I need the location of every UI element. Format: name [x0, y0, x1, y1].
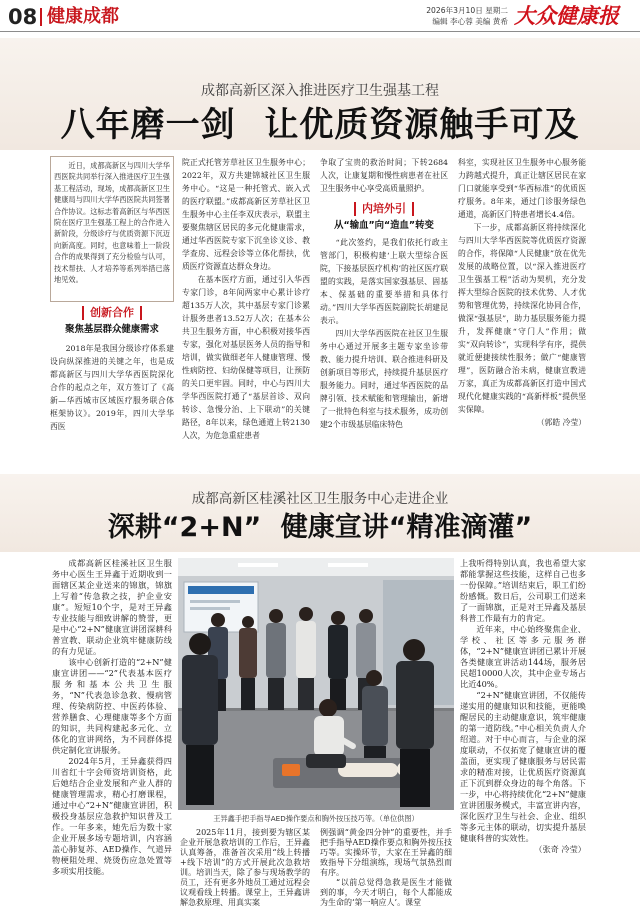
paragraph: 例强调“黄金四分钟”的重要性，并手把手指导AED操作要点和胸外按压技巧等。实操环节，大家在王异鑫的细致指导下分组演练，现场气氛热烈而有序。 [320, 828, 452, 877]
paragraph: 成都高新区桂溪社区卫生服务中心医生王异鑫于近期收到一面辖区某企业送来的锦旗，锦旗上写着“传急救之技，护企业安康”。短短10个字，是对王异鑫专业技能与细致讲解的赞誉，更是中心“2+N”健康宣讲团深耕科普宣教、联动企业筑牢健康防线的有力见证。 [52, 558, 172, 656]
article2-column-3 [320, 828, 452, 909]
article1-intro [50, 156, 174, 302]
paragraph: 争取了宝贵的救治时间；下转2684人次，让康复期和慢性病患者在社区卫生服务中心享受高质量照护。 [320, 158, 448, 193]
article1-headline: 八年磨一剑 让优质资源触手可及 [60, 105, 580, 145]
issue-date: 2026年3月10日 星期二 [426, 6, 508, 15]
section-tag-text: 内培外引 [354, 202, 414, 216]
paragraph: 近年来，中心始终聚焦企业、学校、社区等多元服务群体，“2+N”健康宣讲团已累计开展各类健康宣讲活动144场，服务居民超10000人次，其中企业专场占比近40%。 [460, 624, 586, 689]
article2-column-2 [180, 828, 310, 909]
paragraph: “2+N”健康宣讲团，不仅能传递实用的健康知识和技能，更能唤醒居民的主动健康意识，筑牢健康的第一道防线。”中心相关负责人介绍道。对于中心而言，与企业的深度联动，不仅拓宽了健康宣讲的覆盖面，更实现了健康服务与居民需求的精准对接，让优质医疗资源真正下沉到群众身边的每个角落。下一步，中心将持续优化“2+N”健康宣讲团服务模式，丰富宣讲内容，深化医疗卫生与社会、企业、组织等多元主体的联动，切实提升基层健康科普的实效性。 [460, 690, 586, 843]
training-photo-image [178, 558, 454, 810]
byline: （郭皓 冷莹） [536, 418, 586, 427]
paragraph: 该中心创新打造的“2+N”健康宣讲团——“2”代表基本医疗服务和基本公共卫生服务，“N”代表急诊急救、慢病管理、传染病防控、中医药体验、营养膳食、心理健康等多个方面的知识，共同构建起多元化、立体化的宣讲网络，为不同群体提供定制化宣讲服务。 [52, 657, 172, 755]
article2-headline: 深耕“2+N” 健康宣讲“精准滴灌” [107, 512, 533, 543]
article1-section1 [50, 306, 174, 336]
paragraph: 四川大学华西医院在社区卫生服务中心通过开展多主题专家坐诊带教、能力提升培训、联合推进科研及创新项目等形式，持续提升基层医疗服务能力。同时，通过华西医院的品牌引领、技术赋能和管理输出，新增了一批特色科室与技术服务，成功创建2个市级基层临床特色 [320, 329, 448, 429]
paragraph: 2024年5月，王异鑫获得四川省红十字会师资培训资格，此后她结合企业发展和产业人群的健康管理需求，精心打磨课程，通过中心“2+N”健康宣讲团，积极投身基层应急救护知识普及工作。一年多来，她先后为数十家企业开展多场专题培训，内容涵盖心肺复苏、AED操作、气道异物梗阻处理、烧烫伤应急处置等多项实用技能。 [52, 756, 172, 876]
article1-column-2 [182, 156, 310, 464]
article1-column-3 [320, 156, 448, 464]
intro-paragraph: 近日，成都高新区与四川大学华西医院共同举行深入推进医疗卫生强基工程活动，现场，成都高新区卫生健康局与四川大学华西医院共同签署合作协议。这标志着高新区与华西医院在医疗卫生强基工程上的合作进入新阶段，分级诊疗与优质资源下沉迈向新高度。同时，也意味着上一阶段合作的成果得到了充分检验与认可，技术帮扶、人才培养等系列举措已落地见效。 [54, 161, 170, 285]
page-number: 08 [8, 5, 38, 29]
section-tag [320, 202, 448, 216]
section-heading: 从“输血”向“造血”转变 [334, 220, 434, 231]
article1-subtitle: 成都高新区深入推进医疗卫生强基工程 [201, 83, 439, 99]
photo-caption: 王异鑫手把手指导AED操作要点和胸外按压技巧等。（单位供图） [213, 814, 419, 823]
article2-column-1 [52, 558, 172, 902]
paragraph: 在基本医疗方面，通过引入华西专家门诊，8年间两家中心累计诊疗超135万人次，其中基层专家门诊累计服务患者13.52万人次；在基本公共卫生服务方面，中心积极对接华西专家，强化对基层医务人员的指导和培训，做实做细老年人健康管理、慢性病防控、妇幼保健等项目，让预防的关口更牢固。同时，中心与四川大学华西医院打通了“基层首诊、双向转诊、急慢分治、上下联动”的关键路径，8年以来，绿色通道上转2130人次，为危急重症患者 [182, 275, 310, 440]
editors-credit: 编辑 李心蓉 美编 黄希 [432, 17, 508, 26]
article2-column-4 [460, 558, 586, 908]
paragraph: 上我听得特别认真，我也希望大家都能掌握这些技能，这样自己也多一份保障。”培训结束后，职工们纷纷感慨。数日后，公司职工们送来了一面锦旗，正是对王异鑫及基层科普工作最有力的肯定。 [460, 558, 586, 623]
training-photo [178, 558, 454, 810]
article1-column-1 [50, 342, 174, 464]
masthead-logo: 大众健康报 [514, 3, 619, 28]
paragraph: 2018年是我国分级诊疗体系建设向纵深推进的关键之年，也是成都高新区与四川大学华西医院深化合作的起点之年，双方签订了《高新—华西城市区域医疗服务联合体框架协议》。2019年，四川大学华西医 [50, 344, 174, 431]
byline: （张奇 冷莹） [534, 844, 586, 854]
section-tag-text: 创新合作 [82, 306, 142, 320]
header-divider [40, 8, 42, 26]
paragraph: “此次签约，是我们依托行政主管部门，积极构建‘上联大型综合医院，下接基层医疗机构’的社区医疗联盟的实践，是落实国家强基层、固基本、保基础的重要举措和具体行动。”四川大学华西医院副院长胡建昆表示。 [320, 238, 448, 325]
paragraph: 院正式托管芳草社区卫生服务中心；2022年，双方共建锦城社区卫生服务中心。“这是一种托管式、嵌入式的医疗联盟。”成都高新区芳草社区卫生服务中心主任李双庆表示，联盟主要聚焦辖区居民的多元化健康需求，通过华西医院专家下沉坐诊义诊、教学查房、远程会诊等立体化帮扶，优质医疗资源直达群众身边。 [182, 158, 310, 271]
aed-device [282, 764, 300, 776]
front-left-attendee [182, 633, 218, 805]
header-rule [0, 31, 640, 32]
paragraph: 下一步，成都高新区将持续深化与四川大学华西医院等优质医疗资源的合作，将保障“人民健康”放在优先发展的战略位置，以“深入推进医疗卫生强基工程”活动为契机，充分发挥大型综合医院的技术优势、人才优势和管理优势，持续深化协同合作，做深“强基层”，助力基层服务能力提升，发挥健康“守门人”作用；做实“双向转诊”，实现科学有序，提供就近便捷接续性服务；做广“健康管理”，医防融合治未病，健康宣教进万家，真正为成都高新区打造中国式现代化健康实践的“高新样板”提供坚实保障。 [458, 223, 586, 414]
article2-subtitle: 成都高新区桂溪社区卫生服务中心走进企业 [191, 491, 449, 507]
section-tag [50, 306, 174, 320]
section-heading: 聚焦基层群众健康需求 [65, 324, 159, 335]
paragraph: 科室，实现社区卫生服务中心服务能力跨越式提升，真正让辖区居民在家门口就能享受到“华西标准”的优质医疗服务。8年来，通过门诊服务绿色通道，高新区门特患者增长4.4倍。 [458, 158, 586, 219]
article1-column-4 [458, 156, 586, 466]
paragraph: 2025年11月，接到要为辖区某企业开展急救培训的工作后，王异鑫认真筹备，准备首次采用“线上转播+线下培训”的方式开展此次急救培训。培训当天，除了参与现场教学的员工，还有更多外地员工通过远程会议观看线上转播。课堂上，王异鑫讲解急救原理、用真实案 [180, 828, 310, 907]
paragraph: “以前总觉得急救是医生才能做到的事，今天才明白，每个人都能成为生命的‘第一响应人’。课堂 [320, 878, 452, 907]
front-right-attendee [396, 639, 434, 807]
section-name: 健康成都 [47, 6, 119, 27]
